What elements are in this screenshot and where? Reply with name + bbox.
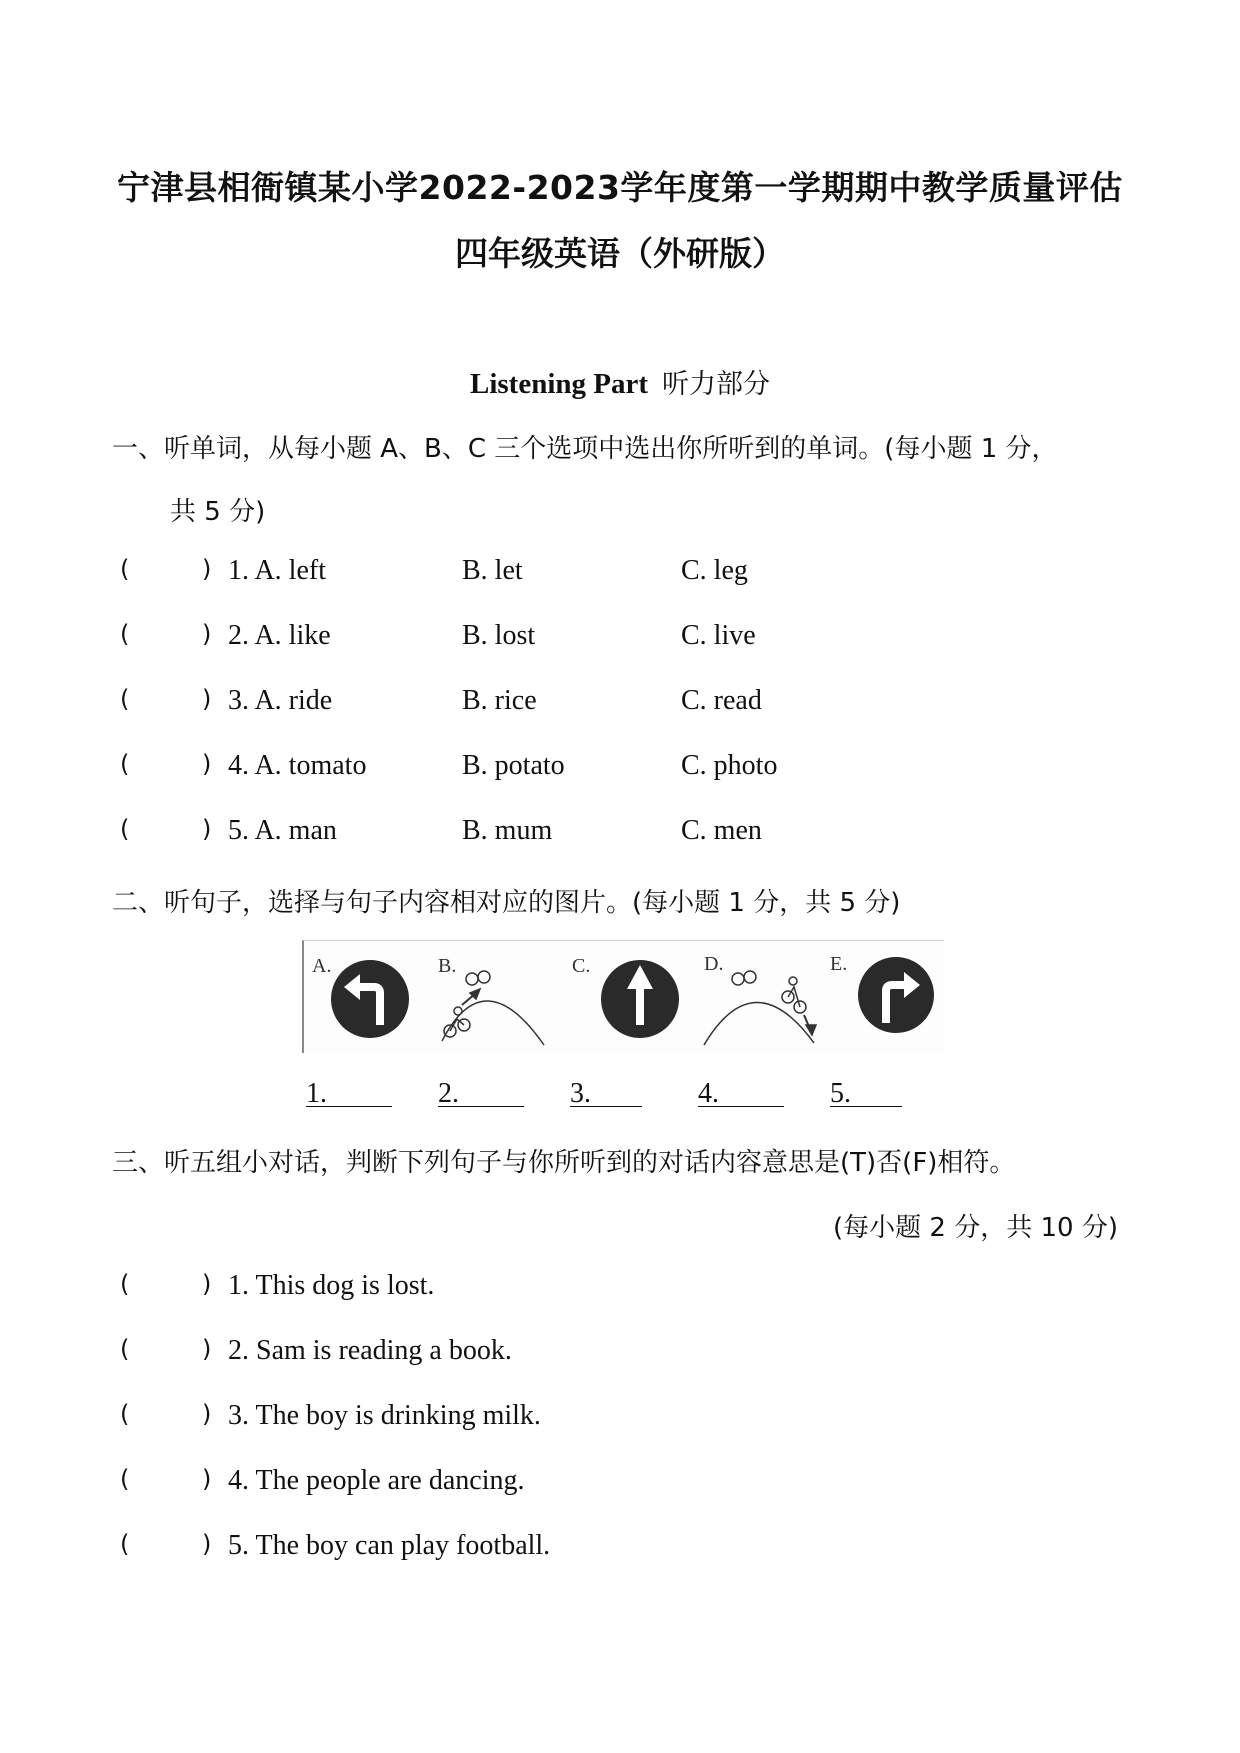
part-title-zh: 听力部分: [662, 369, 771, 400]
picture-label-d: D.: [704, 953, 724, 975]
answer-blank[interactable]: [438, 1078, 524, 1107]
option-b: B. rice: [462, 685, 537, 716]
picture-strip: [302, 940, 944, 1053]
option-b: B. potato: [462, 750, 565, 781]
picture-label-b: B.: [438, 955, 457, 977]
statement: 5. The boy can play football.: [228, 1530, 551, 1561]
open-paren: (: [120, 1270, 130, 1298]
section1-instruction-cont: 共 5 分): [170, 497, 266, 527]
close-paren: ): [202, 555, 212, 583]
option-c: C. leg: [681, 555, 748, 586]
close-paren: ): [202, 1530, 212, 1558]
picture-label-c: C.: [572, 955, 591, 977]
answer-blank[interactable]: [306, 1078, 392, 1107]
open-paren: (: [120, 555, 130, 583]
option-a: 3. A. ride: [228, 685, 333, 716]
open-paren: (: [120, 1335, 130, 1363]
close-paren: ): [202, 1465, 212, 1493]
section1-instruction: 一、听单词，从每小题 A、B、C 三个选项中选出你所听到的单词。(每小题 1 分，: [112, 434, 1058, 464]
bike-downhill-icon: [704, 971, 816, 1045]
option-a: 2. A. like: [228, 620, 331, 651]
turn-right-sign-icon: [858, 957, 934, 1033]
option-c: C. live: [681, 620, 756, 651]
open-paren: (: [120, 1400, 130, 1428]
answer-blank[interactable]: [830, 1078, 902, 1107]
option-b: B. lost: [462, 620, 536, 651]
statement: 3. The boy is drinking milk.: [228, 1400, 541, 1431]
close-paren: ): [202, 1400, 212, 1428]
open-paren: (: [120, 685, 130, 713]
open-paren: (: [120, 750, 130, 778]
option-c: C. men: [681, 815, 762, 846]
answer-blank[interactable]: [570, 1078, 642, 1107]
section3-instruction: 三、听五组小对话，判断下列句子与你所听到的对话内容意思是(T)否(F)相符。: [112, 1148, 1016, 1178]
exam-subtitle: 四年级英语（外研版）: [455, 234, 785, 273]
close-paren: ): [202, 685, 212, 713]
open-paren: (: [120, 1530, 130, 1558]
pictures: [304, 941, 944, 1053]
section2-instruction: 二、听句子，选择与句子内容相对应的图片。(每小题 1 分，共 5 分): [112, 888, 901, 918]
statement: 1. This dog is lost.: [228, 1270, 435, 1301]
open-paren: (: [120, 815, 130, 843]
part-title-en: Listening Part: [469, 368, 649, 400]
go-straight-sign-icon: [601, 960, 679, 1038]
blank-number: 1.: [306, 1078, 327, 1109]
blank-number: 2.: [438, 1078, 459, 1109]
turn-left-sign-icon: [331, 960, 409, 1038]
option-a: 5. A. man: [228, 815, 337, 846]
close-paren: ): [202, 1270, 212, 1298]
option-c: C. read: [681, 685, 762, 716]
statement: 4. The people are dancing.: [228, 1465, 525, 1496]
blank-number: 5.: [830, 1078, 851, 1109]
option-c: C. photo: [681, 750, 778, 781]
option-a: 1. A. left: [228, 555, 326, 586]
open-paren: (: [120, 1465, 130, 1493]
part-title: [0, 362, 1240, 401]
statement: 2. Sam is reading a book.: [228, 1335, 512, 1366]
close-paren: ): [202, 1335, 212, 1363]
section3-instruction-cont: (每小题 2 分，共 10 分): [833, 1213, 1118, 1243]
close-paren: ): [202, 620, 212, 648]
close-paren: ): [202, 750, 212, 778]
option-a: 4. A. tomato: [228, 750, 367, 781]
picture-label-e: E.: [830, 953, 848, 975]
blank-number: 4.: [698, 1078, 719, 1109]
bike-uphill-icon: [442, 971, 544, 1045]
option-b: B. let: [462, 555, 523, 586]
picture-label-a: A.: [312, 955, 332, 977]
option-b: B. mum: [462, 815, 553, 846]
close-paren: ): [202, 815, 212, 843]
exam-title: 宁津县相衙镇某小学2022-2023学年度第一学期期中教学质量评估: [117, 168, 1123, 207]
open-paren: (: [120, 620, 130, 648]
blank-number: 3.: [570, 1078, 591, 1109]
answer-blank[interactable]: [698, 1078, 784, 1107]
